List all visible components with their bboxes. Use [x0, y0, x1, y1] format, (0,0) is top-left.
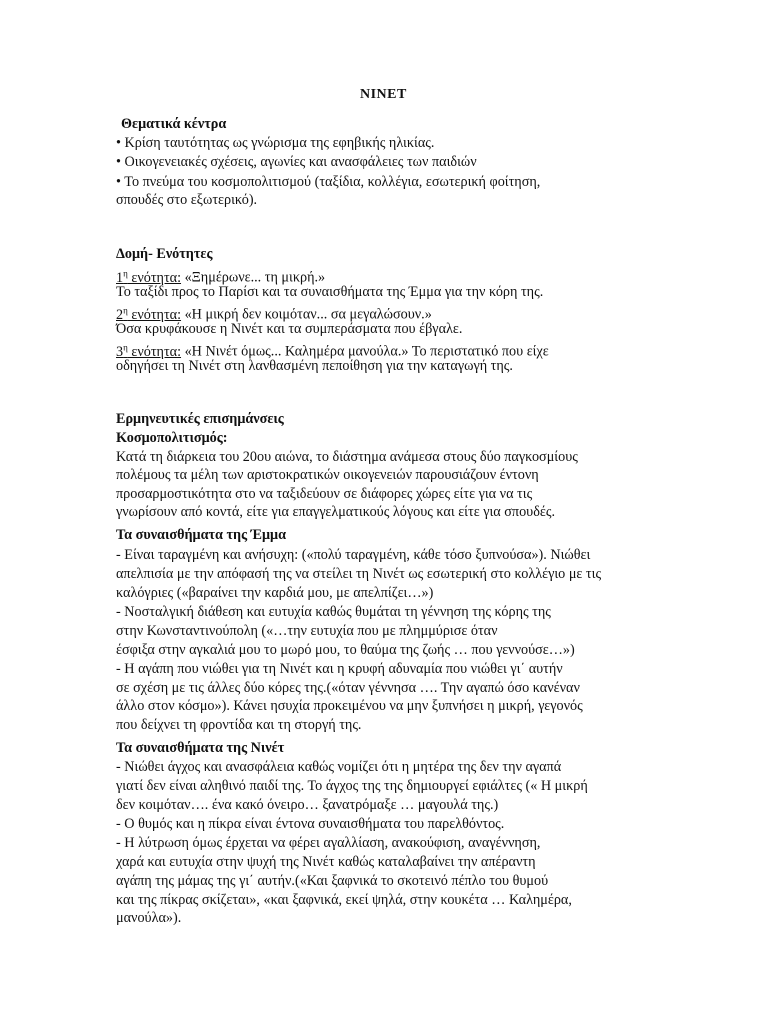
ninet-line: δεν κοιμόταν…. ένα κακό όνειρο… ξανατρόμαξε … μαγουλά της.) [116, 797, 499, 813]
emma-line: έσφιξα στην αγκαλιά μου το μωρό μου, το θαύμα της ζωής … που γεννούσε…») [116, 642, 575, 658]
ninet-line: - Νιώθει άγχος και ανασφάλεια καθώς νομίζει ότι η μητέρα της δεν την αγαπά [116, 759, 562, 775]
unit-3-label: $3^\eta$ ενότητα: [116, 342, 182, 360]
emma-line: - Νοσταλγική διάθεση και ευτυχία καθώς θυμάται τη γέννηση της κόρης της [116, 604, 551, 620]
emma-line: απελπισία με την απόφασή της να στείλει τη Νινέτ ως εσωτερική στο κολλέγιο με τις [116, 566, 602, 582]
emma-line: στην Κωνσταντινούπολη («…την ευτυχία που με πλημμύρισε όταν [116, 623, 498, 639]
emma-line: - Η αγάπη που νιώθει για τη Νινέτ και η κρυφή αδυναμία που νιώθει γι΄ αυτήν [116, 661, 563, 677]
thematic-heading: Θεματικά κέντρα [121, 116, 227, 132]
emma-heading: Τα συναισθήματα της Έμμα [116, 527, 286, 543]
ninet-line: γιατί δεν είναι αληθινό παιδί της. Το άγχος της της δημιουργεί εφιάλτες (« Η μικρή [116, 778, 588, 794]
ninet-line: χαρά και ευτυχία στην ψυχή της Νινέτ καθώς καταλαβαίνει την απέραντη [116, 854, 536, 870]
emma-line: σε σχέση με τις άλλες δύο κόρες της.(«όταν γέννησα …. Την αγαπώ όσο κανέναν [116, 680, 580, 696]
page-title: ΝΙΝΕΤ [360, 87, 407, 102]
thematic-bullet-2: • Οικογενειακές σχέσεις, αγωνίες και ανασφάλειες των παιδιών [116, 154, 477, 170]
ninet-line: και της πίκρας σκίζεται», «και ξαφνικά, εκεί ψηλά, στην κουκέτα … Καλημέρα, [116, 892, 572, 908]
unit-2-quote: «Η μικρή δεν κοιμόταν... σα μεγαλώσουν.» [181, 306, 432, 323]
cosmopolitanism-line: Κατά τη διάρκεια του 20ου αιώνα, το διάστημα ανάμεσα στους δύο παγκοσμίους [116, 449, 578, 465]
cosmopolitanism-line: προσαρμοστικότητα στο να ταξιδεύουν σε διάφορες χώρες είτε για να τις [116, 486, 533, 502]
ninet-heading: Τα συναισθήματα της Νινέτ [116, 740, 285, 756]
ninet-line: - Η λύτρωση όμως έρχεται να φέρει αγαλλίαση, ανακούφιση, αναγέννηση, [116, 835, 541, 851]
structure-heading: Δομή- Ενότητες [116, 246, 213, 262]
unit-2-description: Όσα κρυφάκουσε η Νινέτ και τα συμπεράσματα που έβγαλε. [116, 321, 463, 337]
cosmopolitanism-line: πολέμους τα μέλη των αριστοκρατικών οικογενειών παρουσιάζουν έντονη [116, 467, 539, 483]
thematic-bullet-1: • Κρίση ταυτότητας ως γνώρισμα της εφηβικής ηλικίας. [116, 135, 435, 151]
thematic-bullet-3-continuation: σπουδές στο εξωτερικό). [116, 192, 258, 208]
cosmopolitanism-heading: Κοσμοπολιτισμός: [116, 430, 228, 446]
unit-1-description: Το ταξίδι προς το Παρίσι και τα συναισθήματα της Έμμα για την κόρη της. [116, 284, 544, 300]
unit-1-label: $1^\eta$ ενότητα: [116, 268, 182, 286]
unit-3-description: οδηγήσει τη Νινέτ στη λανθασμένη πεποίθηση για την καταγωγή της. [116, 358, 513, 374]
cosmopolitanism-line: γνωρίσουν από κοντά, είτε για επαγγελματικούς λόγους και είτε για σπουδές. [116, 504, 556, 520]
emma-line: καλόγριες («βαραίνει την καρδιά μου, με απελπίζει…») [116, 585, 434, 601]
emma-line: άλλο στον κόσμο»). Κάνει ησυχία προκειμένου να μην ξυπνήσει η μικρή, γεγονός [116, 698, 583, 714]
emma-line: - Είναι ταραγμένη και ανήσυχη: («πολύ ταραγμένη, κάθε τόσο ξυπνούσα»). Νιώθει [116, 547, 591, 563]
unit-3-quote: «Η Νινέτ όμως... Καλημέρα μανούλα.» Το περιστατικό που είχε [181, 343, 549, 360]
emma-line: που δείχνει τη φροντίδα και τη στοργή της. [116, 717, 362, 733]
ninet-line: - Ο θυμός και η πίκρα είναι έντονα συναισθήματα του παρελθόντος. [116, 816, 505, 832]
ninet-line: αγάπη της μάμας της γι΄ αυτήν.(«Και ξαφνικά το σκοτεινό πέπλο του θυμού [116, 873, 549, 889]
ninet-line: μανούλα»). [116, 910, 182, 926]
unit-1-quote: «Ξημέρωνε... τη μικρή.» [181, 269, 326, 286]
interpretive-heading: Ερμηνευτικές επισημάνσεις [116, 411, 284, 427]
thematic-bullet-3: • Το πνεύμα του κοσμοπολιτισμού (ταξίδια, κολλέγια, εσωτερική φοίτηση, [116, 174, 541, 190]
unit-2-label: $2^\eta$ ενότητα: [116, 305, 182, 323]
